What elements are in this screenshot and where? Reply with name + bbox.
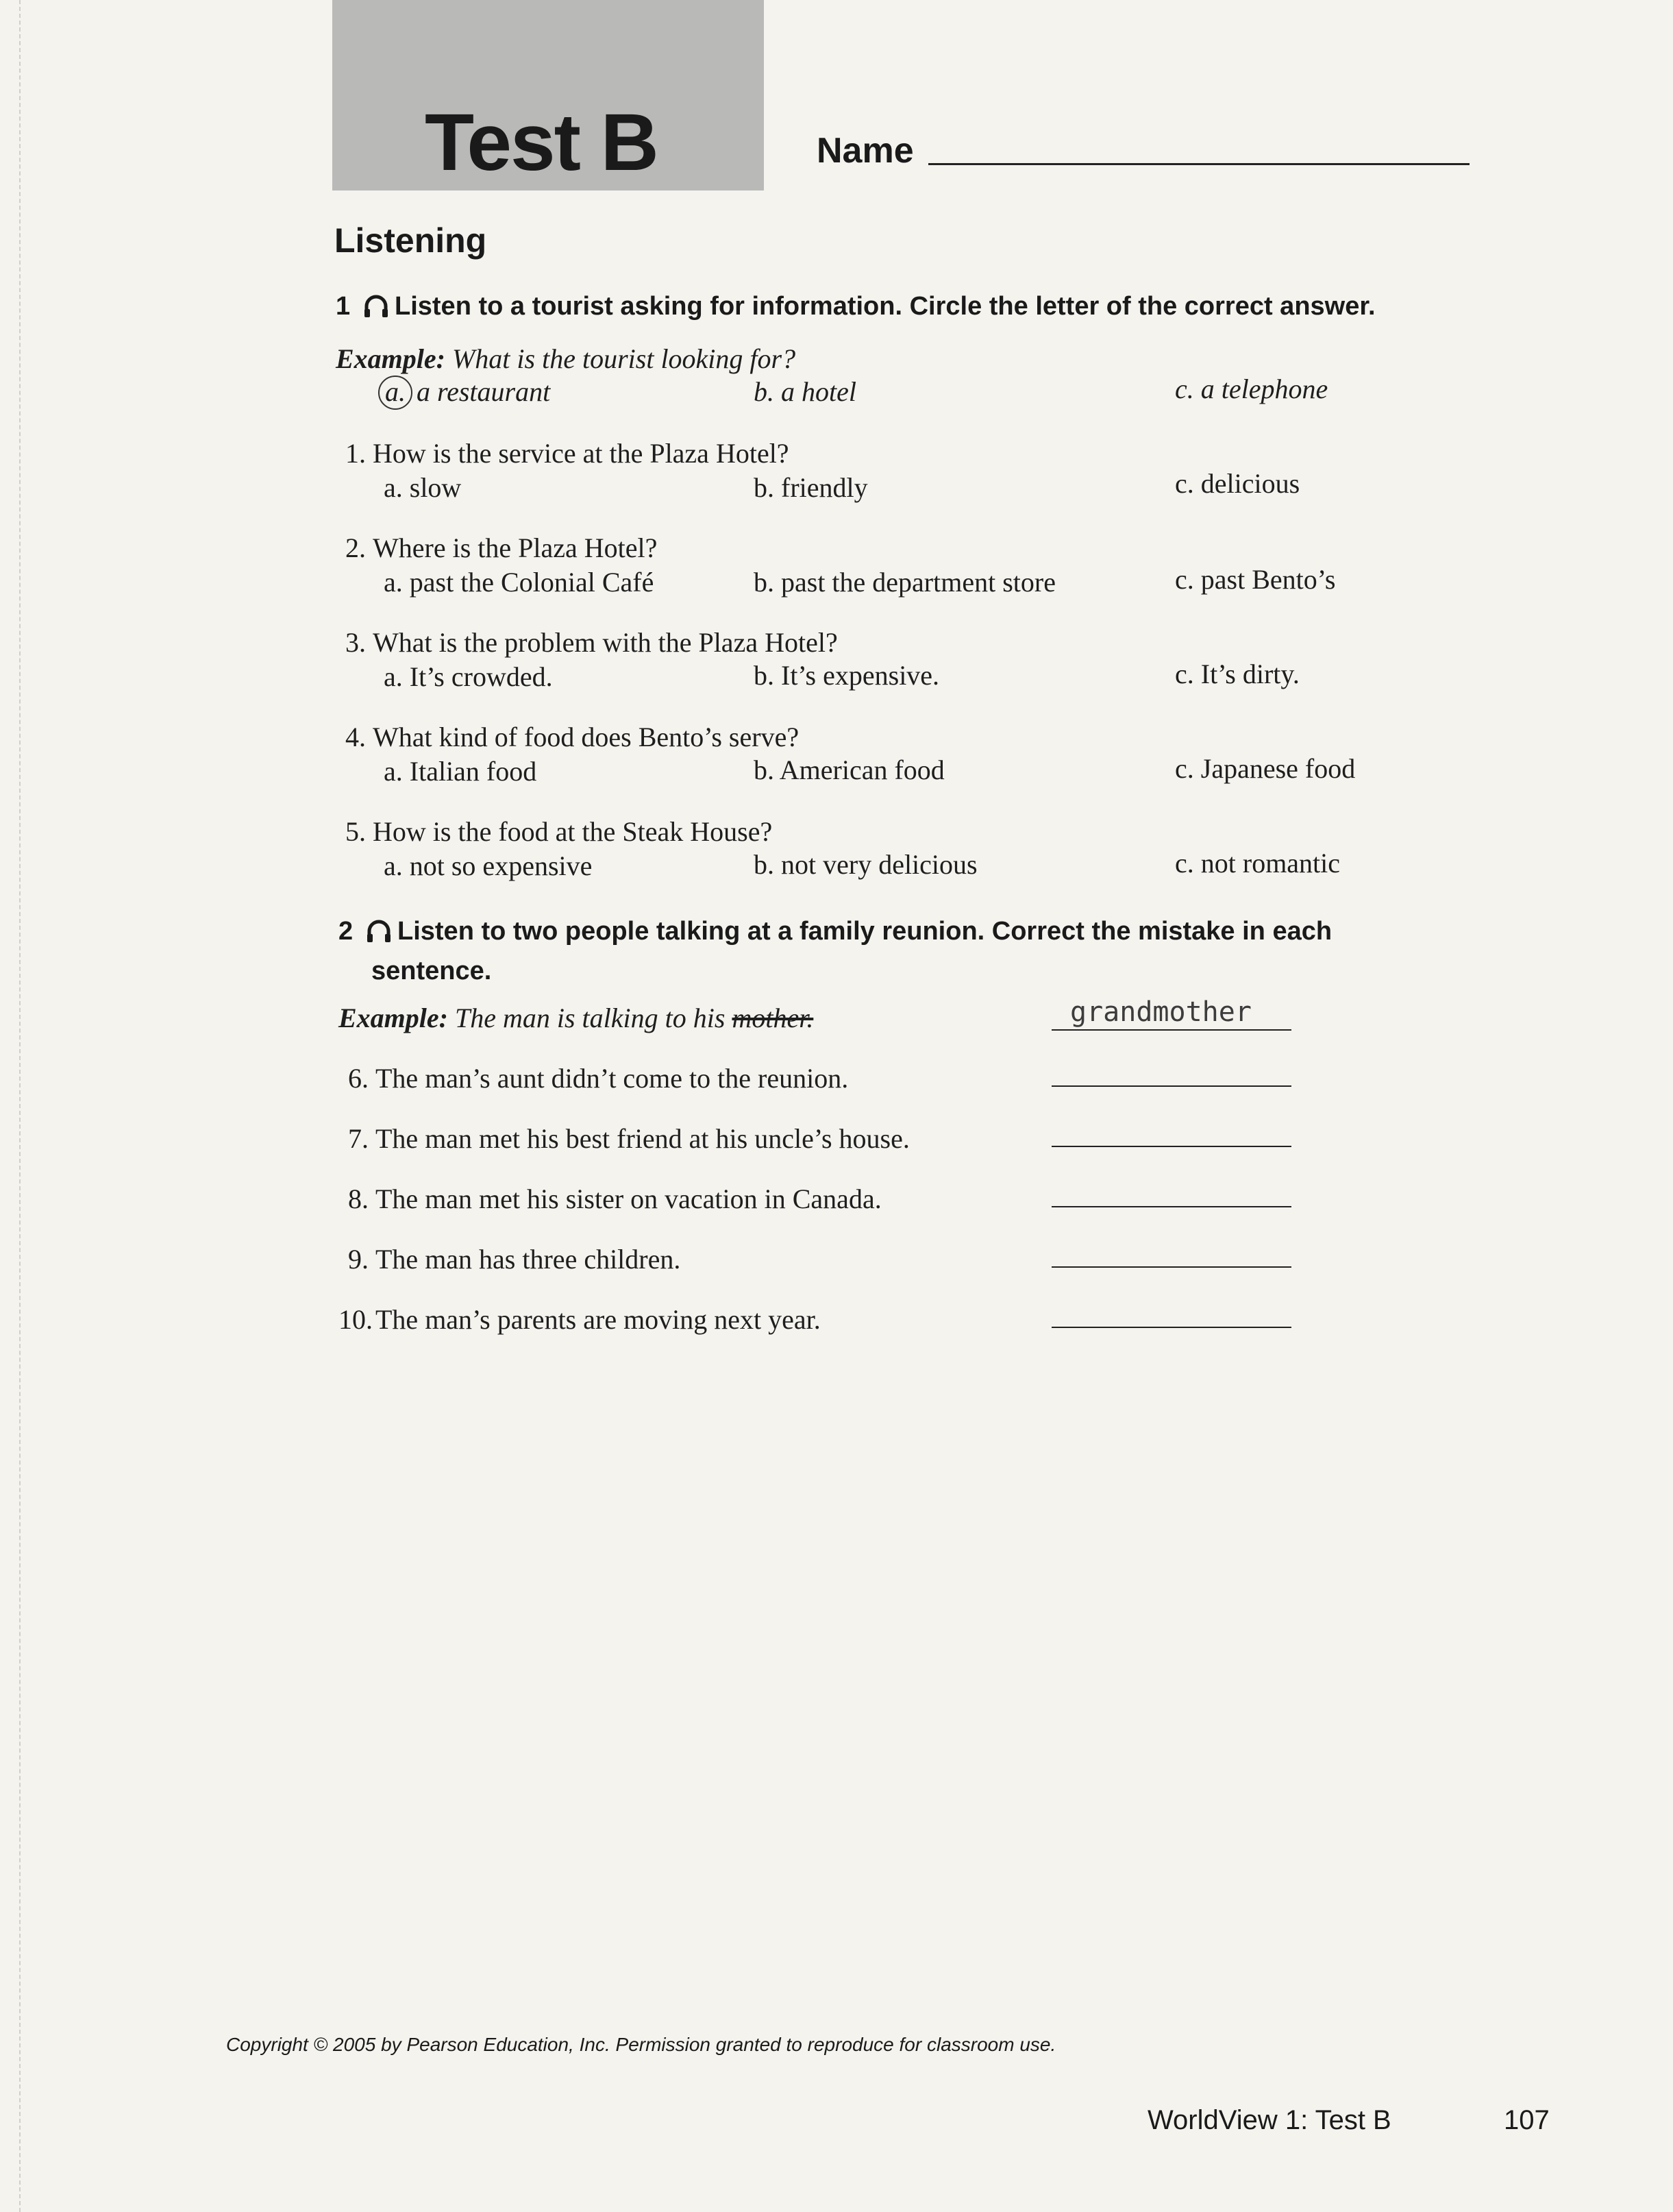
part2-instruction	[338, 917, 1332, 950]
q3-option-a[interactable]: a. It’s crowded.	[384, 661, 553, 692]
part1-instruction	[336, 292, 1376, 325]
part1-instruction-text: Listen to a tourist asking for information. Circle the letter of the correct answer.	[395, 292, 1376, 321]
example-option-a-text: a restaurant	[417, 376, 551, 407]
q2-option-c[interactable]: c. past Bento’s	[1175, 564, 1336, 595]
question-number: 9.	[348, 1244, 369, 1275]
answer-line-8[interactable]	[1052, 1206, 1291, 1207]
example-sentence: The man is talking to his	[454, 1003, 726, 1033]
copyright-notice: Copyright © 2005 by Pearson Education, Inc. Permission granted to reproduce for classroom use.	[226, 2034, 1056, 2055]
answer-line-7[interactable]	[1052, 1146, 1291, 1147]
answer-line-10[interactable]	[1052, 1327, 1291, 1328]
question-text: What kind of food does Bento’s serve?	[373, 722, 800, 752]
example-label: Example:	[338, 1003, 448, 1033]
question-9	[338, 1243, 680, 1275]
example-label: Example:	[336, 343, 445, 374]
question-number: 5.	[345, 816, 366, 847]
question-5	[336, 815, 772, 848]
question-1	[336, 437, 789, 469]
page-edge-perforation	[19, 0, 21, 2212]
test-title: Test B	[425, 97, 658, 188]
question-3	[336, 626, 838, 659]
question-10	[338, 1303, 821, 1336]
section-title: Listening	[334, 221, 487, 260]
example-option-c-letter: c.	[1175, 373, 1194, 404]
answer-line-6[interactable]	[1052, 1085, 1291, 1087]
example-option-b-text: a hotel	[781, 376, 856, 407]
question-number: 2.	[345, 532, 366, 563]
headphones-icon	[366, 919, 392, 950]
question-text: How is the food at the Steak House?	[373, 816, 773, 847]
q4-option-c[interactable]: c. Japanese food	[1175, 753, 1356, 784]
q4-option-a[interactable]: a. Italian food	[384, 756, 537, 787]
struck-word: mother.	[732, 1003, 814, 1033]
question-text: Where is the Plaza Hotel?	[373, 532, 658, 563]
q1-option-c[interactable]: c. delicious	[1175, 468, 1300, 499]
question-number: 6.	[348, 1063, 369, 1094]
headphones-icon	[363, 294, 389, 325]
part1-number: 1	[336, 292, 351, 321]
part2-number: 2	[338, 917, 354, 946]
q1-option-b[interactable]: b. friendly	[754, 472, 868, 503]
part2-example	[338, 1002, 813, 1034]
question-6	[338, 1062, 848, 1094]
part1-example-question	[336, 343, 795, 375]
q4-option-b[interactable]: b. American food	[754, 754, 945, 785]
example-option-c[interactable]	[1175, 373, 1328, 405]
q2-option-b[interactable]: b. past the department store	[754, 567, 1056, 598]
question-number: 7.	[348, 1123, 369, 1154]
question-text: How is the service at the Plaza Hotel?	[373, 438, 789, 469]
example-option-b[interactable]	[754, 376, 856, 408]
question-number: 8.	[348, 1183, 369, 1214]
question-number: 4.	[345, 722, 366, 752]
part2-instruction-line2: sentence.	[371, 957, 492, 985]
example-handwritten-answer: grandmother	[1070, 996, 1252, 1028]
example-option-b-letter: b.	[754, 376, 774, 407]
question-7	[338, 1122, 910, 1155]
question-text: The man met his best friend at his uncle’s house.	[375, 1123, 910, 1154]
question-number: 10.	[338, 1304, 373, 1335]
page-number: 107	[1504, 2105, 1550, 2135]
question-text: The man met his sister on vacation in Canada.	[375, 1183, 882, 1214]
question-text: The man’s aunt didn’t come to the reunion.	[375, 1063, 849, 1094]
q5-option-b[interactable]: b. not very delicious	[754, 849, 978, 880]
q3-option-b[interactable]: b. It’s expensive.	[754, 660, 940, 691]
question-number: 1.	[345, 438, 366, 469]
question-8	[338, 1183, 882, 1215]
question-text: The man has three children.	[375, 1244, 681, 1275]
q2-option-a[interactable]: a. past the Colonial Café	[384, 567, 654, 598]
example-answer-line	[1052, 1029, 1291, 1031]
q5-option-c[interactable]: c. not romantic	[1175, 848, 1341, 878]
example-option-a[interactable]	[378, 376, 550, 410]
question-2	[336, 532, 657, 564]
question-text: What is the problem with the Plaza Hotel?	[373, 627, 838, 658]
book-title: WorldView 1: Test B	[1148, 2105, 1391, 2135]
q3-option-c[interactable]: c. It’s dirty.	[1175, 659, 1300, 689]
part2-instruction-line1: Listen to two people talking at a family reunion. Correct the mistake in each	[397, 917, 1333, 946]
q1-option-a[interactable]: a. slow	[384, 472, 462, 503]
question-text: The man’s parents are moving next year.	[375, 1304, 821, 1335]
answer-line-9[interactable]	[1052, 1266, 1291, 1268]
q5-option-a[interactable]: a. not so expensive	[384, 850, 593, 881]
name-field-line[interactable]	[928, 163, 1470, 165]
question-number: 3.	[345, 627, 366, 658]
example-question-text: What is the tourist looking for?	[451, 343, 796, 374]
question-4	[336, 721, 799, 753]
name-label: Name	[817, 131, 914, 171]
circled-answer-mark: a.	[378, 376, 412, 410]
example-option-c-text: a telephone	[1200, 373, 1328, 404]
